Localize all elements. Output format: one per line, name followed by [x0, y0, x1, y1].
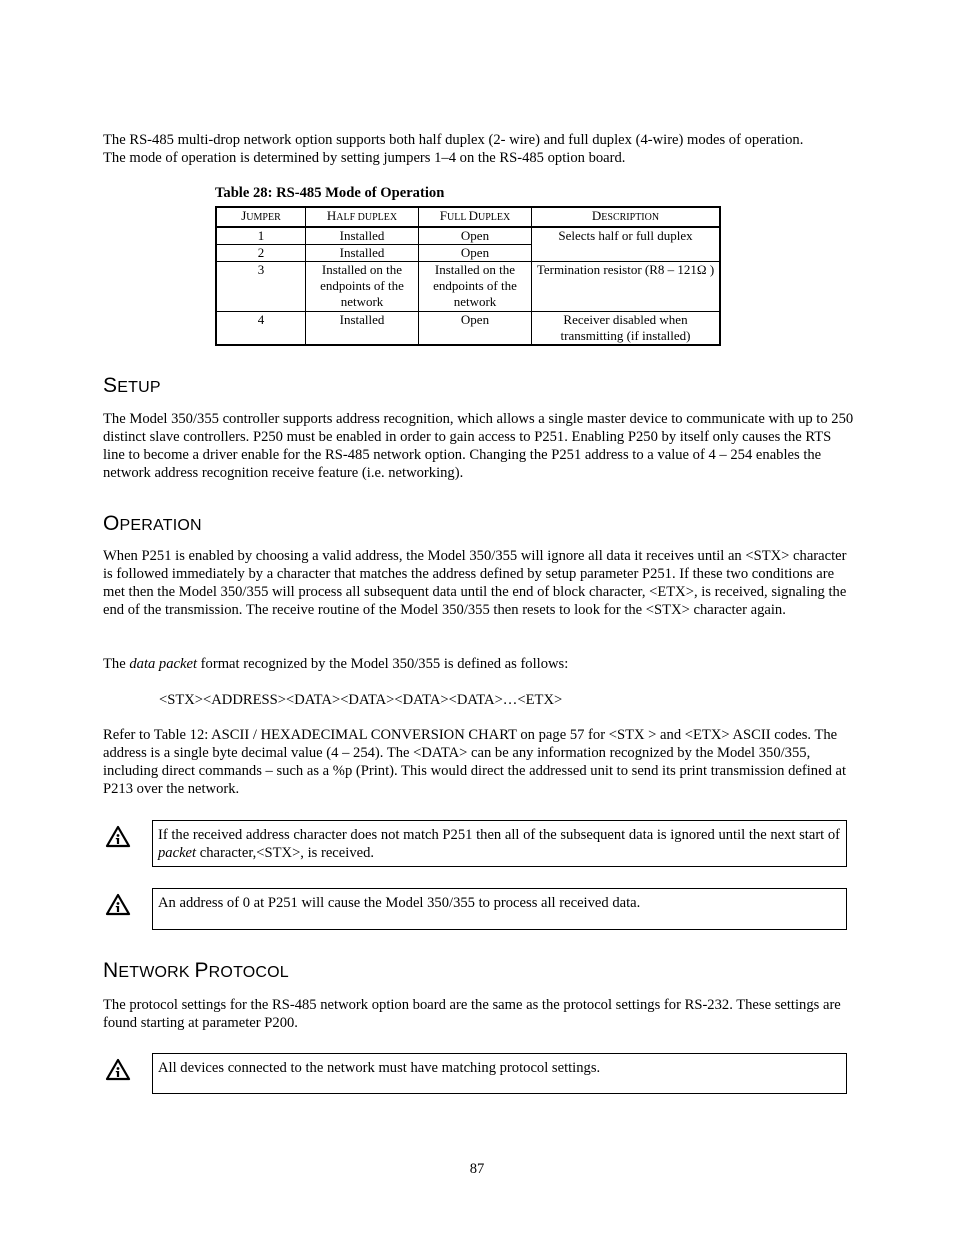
header-jumper: JUMPER	[216, 207, 306, 227]
cell-full: Open	[419, 245, 532, 262]
table-row	[216, 227, 720, 245]
note-box-matching-protocol: All devices connected to the network must have matching protocol settings.	[152, 1053, 847, 1094]
cell-desc: Termination resistor (R8 – 121Ω )	[532, 262, 721, 312]
table-row	[216, 262, 720, 312]
operation-paragraph-3: Refer to Table 12: ASCII / HEXADECIMAL CONVERSION CHART on page 57 for <STX > and <ETX> ASCII codes. The address is a single byte decimal value (4 – 254). The <DATA> can be any information recognized by the Model 350/355, including direct commands – such as a %p (Print). This would direct the addressed unit to send its print transmission defined at P213 over the network.	[103, 727, 847, 797]
intro-paragraph	[103, 131, 855, 167]
cell-full: Installed on the endpoints of the network	[419, 262, 532, 312]
cell-half: Installed	[306, 312, 419, 346]
setup-paragraph: The Model 350/355 controller supports address recognition, which allows a single master device to communicate with up to 250 distinct slave controllers. P250 must be enabled in order to gain access to P251. Enabling P250 by itself only causes the RTS line to become a driver enable for the RS-485 network option. Changing the P251 address to a value of 4 – 254 enables the network address recognition receive feature (i.e. networking).	[103, 411, 854, 481]
cell-jumper: 4	[216, 312, 306, 346]
cell-full: Open	[419, 312, 532, 346]
setup-heading: SETUP	[103, 374, 161, 397]
cell-desc: Selects half or full duplex	[532, 227, 721, 262]
header-full-duplex: FULL DUPLEX	[419, 207, 532, 227]
intro-line-2: The mode of operation is determined by setting jumpers 1–4 on the RS-485 option board.	[103, 150, 626, 166]
warning-info-icon	[105, 825, 131, 849]
intro-line-1: The RS-485 multi-drop network option supports both half duplex (2- wire) and full duplex (4-wire) modes of operation.	[103, 132, 804, 148]
table-header-row	[216, 207, 720, 227]
mode-table	[215, 206, 721, 346]
cell-jumper: 2	[216, 245, 306, 262]
header-description: DESCRIPTION	[532, 207, 721, 227]
packet-format: <STX><ADDRESS><DATA><DATA><DATA><DATA>…<ETX>	[159, 692, 563, 708]
network-protocol-paragraph: The protocol settings for the RS-485 network option board are the same as the protocol settings for RS-232. These settings are found starting at parameter P200.	[103, 997, 841, 1031]
warning-info-icon	[105, 1058, 131, 1082]
note-box-address-mismatch: If the received address character does not match P251 then all of the subsequent data is ignored until the next start of packet character,<STX>, is received.	[152, 820, 847, 867]
cell-desc: Receiver disabled when transmitting (if installed)	[532, 312, 721, 346]
network-protocol-heading: NETWORK PROTOCOL	[103, 959, 289, 982]
operation-paragraph-2: The data packet format recognized by the Model 350/355 is defined as follows:	[103, 656, 569, 672]
cell-half: Installed on the endpoints of the network	[306, 262, 419, 312]
table-caption: Table 28: RS-485 Mode of Operation	[215, 185, 445, 201]
cell-full: Open	[419, 227, 532, 245]
cell-jumper: 3	[216, 262, 306, 312]
cell-half: Installed	[306, 227, 419, 245]
cell-half: Installed	[306, 245, 419, 262]
warning-info-icon	[105, 893, 131, 917]
header-half-duplex: HALF DUPLEX	[306, 207, 419, 227]
page-number: 87	[469, 1161, 485, 1177]
operation-heading: OPERATION	[103, 512, 202, 535]
operation-paragraph-1: When P251 is enabled by choosing a valid address, the Model 350/355 will ignore all data it receives until an <STX> character is followed immediately by a character that matches the address defined by setup parameter P251. If these two conditions are met then the Model 350/355 will process all subsequent data until the end of block character, <ETX>, is received, signaling the end of the transmission. The receive routine of the Model 350/355 then resets to look for the <STX> character again.	[103, 548, 847, 618]
cell-jumper: 1	[216, 227, 306, 245]
table-row	[216, 312, 720, 346]
note-box-address-zero: An address of 0 at P251 will cause the Model 350/355 to process all received data.	[152, 888, 847, 930]
